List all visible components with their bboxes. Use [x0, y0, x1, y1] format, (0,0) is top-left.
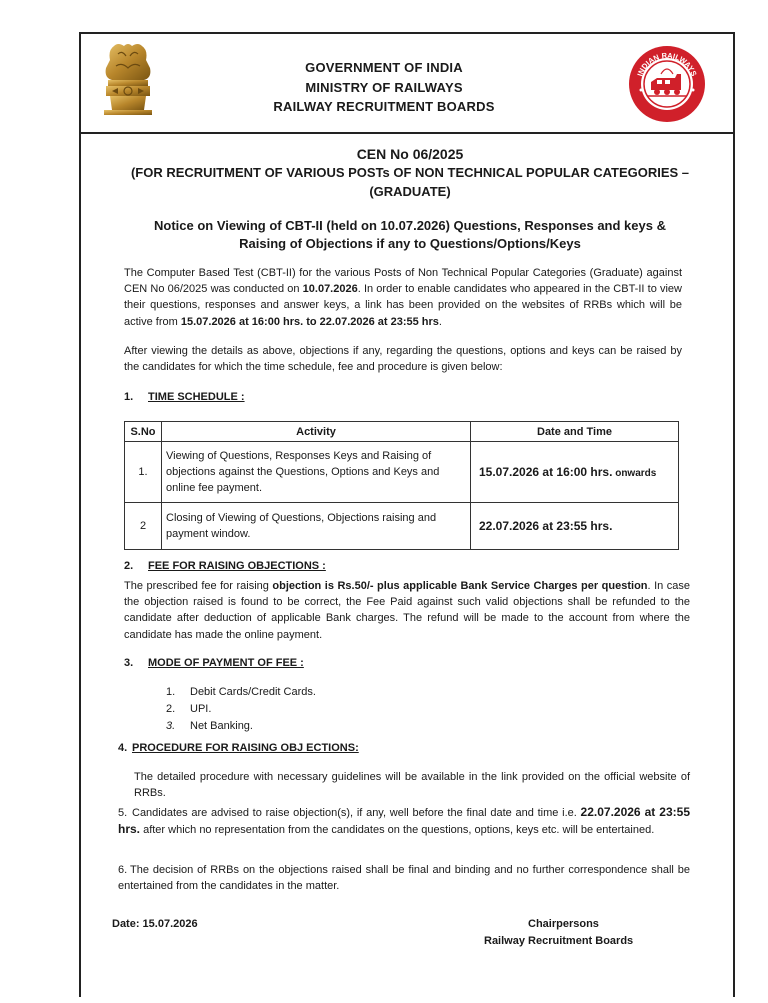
section-time-schedule-heading: 1. TIME SCHEDULE :: [124, 391, 245, 403]
procedure-paragraph: The detailed procedure with necessary guidelines will be available in the link provided on the official website of RRBs.: [134, 771, 690, 800]
time-schedule-table: [124, 421, 679, 550]
exam-date: 10.07.2026: [302, 283, 358, 296]
signatory-org: Railway Recruitment Boards: [484, 935, 634, 947]
notice-subtitle-1: (FOR RECRUITMENT OF VARIOUS POSTs OF NON TECHNICAL POPULAR CATEGORIES –: [130, 165, 690, 180]
table-row: 2 Closing of Viewing of Questions, Objections raising and payment window. 22.07.2026 at 23:55 hrs.: [125, 503, 679, 550]
col-datetime: Date and Time: [471, 422, 679, 442]
decision-paragraph: 6. The decision of RRBs on the objections raised shall be final and binding and no further correspondence shall be entertained from the candidates in the matter.: [118, 864, 690, 893]
section-fee-heading: 2. FEE FOR RAISING OBJECTIONS :: [124, 560, 326, 572]
list-item: 3. Net Banking.: [166, 720, 253, 732]
col-activity: Activity: [162, 422, 471, 442]
table-header-row: [125, 422, 679, 442]
notice-subtitle-2: (GRADUATE): [369, 184, 451, 199]
col-sno: S.No: [125, 422, 162, 442]
final-deadline: 22.07.2026 at 23:55 hrs.: [118, 805, 691, 837]
fee-paragraph: The prescribed fee for raising objection is Rs.50/- plus applicable Bank Service Charges per question. In case the objection raised is found to be correct, the Fee Paid against such valid objections shall be refunded to the candidate after deduction of applicable Bank charges. The refund will be made to the account from where the candidate has made the online payment.: [124, 580, 690, 641]
header-govt: GOVERNMENT OF INDIA: [305, 60, 463, 75]
header-divider: [79, 132, 735, 134]
logo-text: INDIAN RAILWAYS: [635, 50, 699, 78]
list-item: 2. UPI.: [166, 703, 212, 715]
notice-date: Date: 15.07.2026: [112, 918, 198, 930]
intro-paragraph-2: After viewing the details as above, objections if any, regarding the questions, options and keys can be raised by the candidates for which the time schedule, fee and procedure is given below:: [124, 345, 682, 374]
section-payment-heading: 3. MODE OF PAYMENT OF FEE :: [124, 657, 304, 669]
header-ministry: MINISTRY OF RAILWAYS: [305, 80, 463, 95]
notice-title-2: Raising of Objections if any to Questions/Options/Keys: [239, 236, 581, 251]
fee-amount: objection is Rs.50/- plus applicable Bank Service Charges per question: [272, 580, 648, 592]
list-item: 1. Debit Cards/Credit Cards.: [166, 686, 316, 698]
header-rrb: RAILWAY RECRUITMENT BOARDS: [273, 99, 495, 114]
section-procedure-heading: 4. PROCEDURE FOR RAISING OBJ ECTIONS:: [118, 742, 359, 754]
signatory-title: Chairpersons: [528, 918, 599, 930]
notice-title-1: Notice on Viewing of CBT-II (held on 10.07.2026) Questions, Responses and keys &: [154, 218, 666, 233]
cen-number: CEN No 06/2025: [356, 146, 464, 162]
active-window: 15.07.2026 at 16:00 hrs. to 22.07.2026 at 23:55 hrs: [180, 315, 439, 328]
intro-paragraph: The Computer Based Test (CBT-II) for the various Posts of Non Technical Popular Categories (Graduate) against CEN No 06/2025 was conducted on 10.07.2026. In order to enable candidates who appeared in the CBT-II to view their questions, responses and answer keys, a link has been provided on the websites of RRBs which will be active from 15.07.2026 at 16:00 hrs. to 22.07.2026 at 23:55 hrs.: [124, 267, 682, 328]
advice-paragraph: 5. Candidates are advised to raise objection(s), if any, well before the final date and time i.e. 22.07.2026 at 23:55 hrs. after which no representation from the candidates on the questions, options, keys etc. will be entertained.: [118, 805, 691, 837]
table-row: 1. Viewing of Questions, Responses Keys and Raising of objections against the Questions, Options and Keys and online fee payment. 15.07.2026 at 16:00 hrs. onwards: [125, 442, 679, 503]
